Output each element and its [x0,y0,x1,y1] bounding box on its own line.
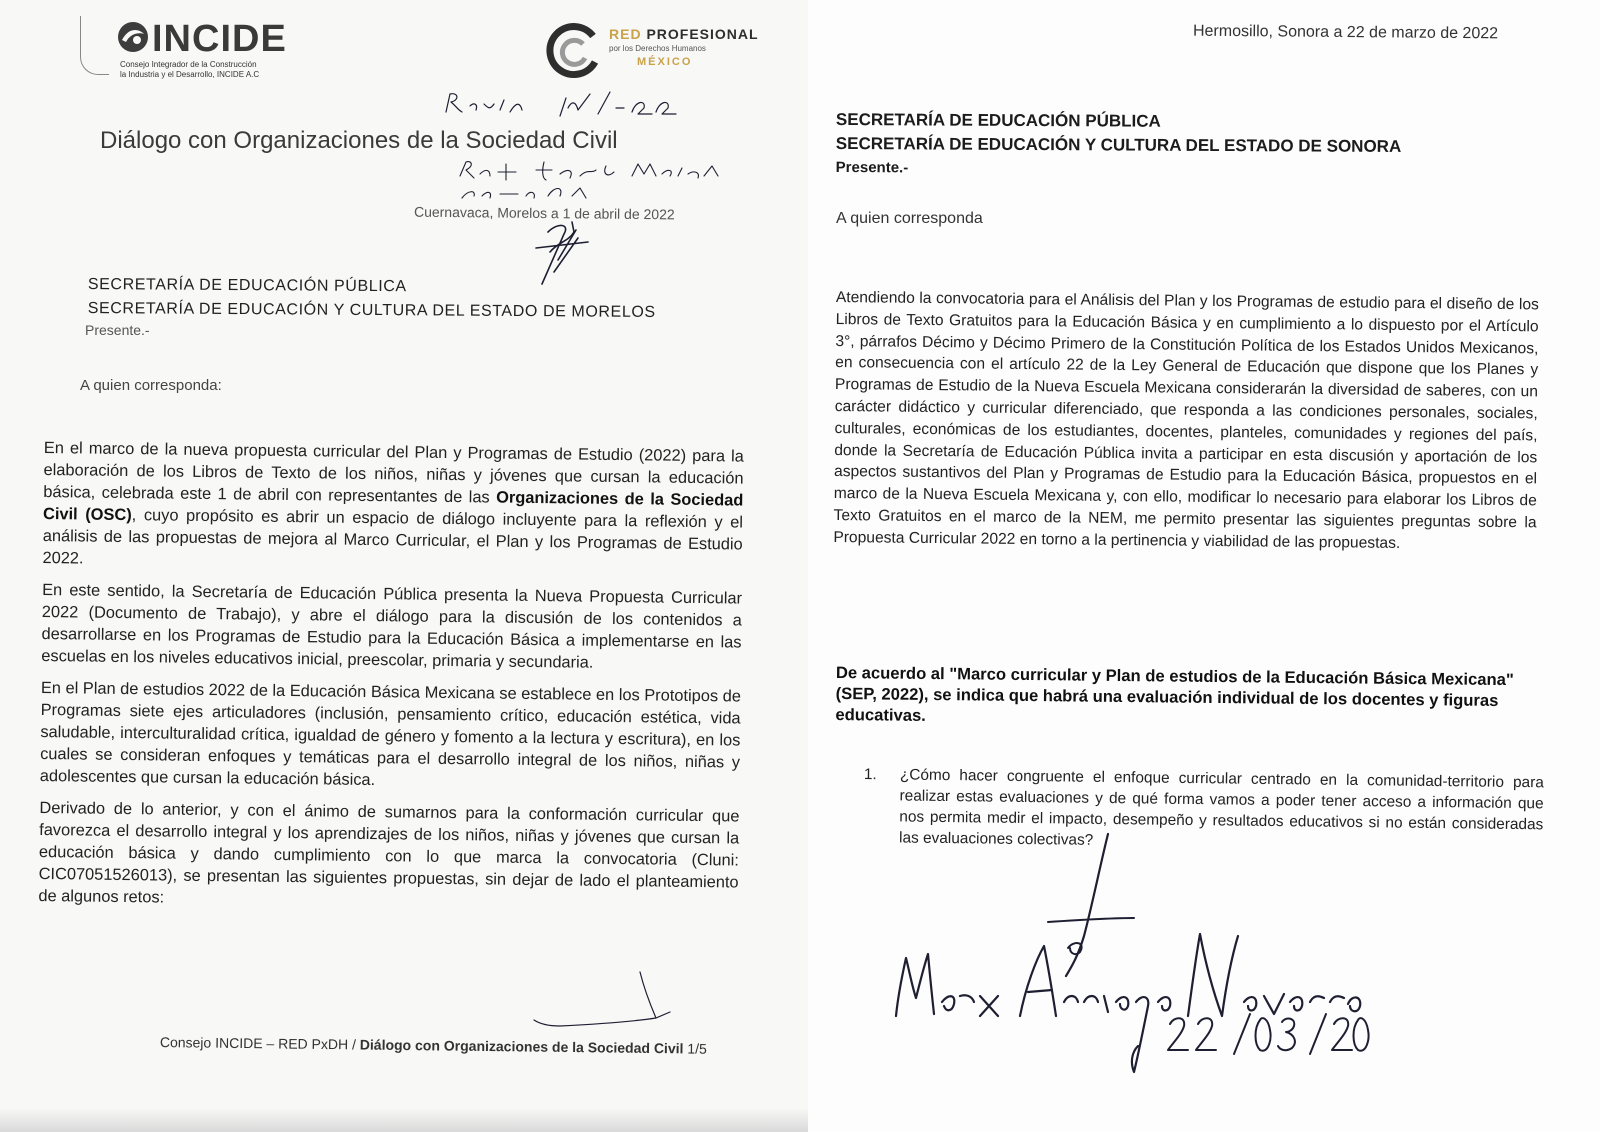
left-paragraph-text: Derivado de lo anterior, y con el ánimo de sumarnos para la conformación curricular que favorezca el desarrollo integral y los aprendizajes de los niños, niñas y jóvenes que cursan la educación básica y dando cumplimiento con lo que marca la convocatoria (Cluni: CIC07051526013), se presentan las siguientes propuestas, sin dejar de lado el planteamiento de algunos retos: [38,798,740,907]
incide-subtitle-line1: Consejo Integrador de la Construcción [120,60,257,69]
incide-logo [80,14,330,84]
red-logo-line3: MÉXICO [637,56,693,68]
right-question-heading: De acuerdo al "Marco curricular y Plan de estudios de la Educación Básica Mexicana" (SEP, 2022), se indica que habrá una evaluación individual de los docentes y figuras educativas. [835,662,1514,725]
red-profesional-logo [545,18,775,78]
left-paragraph-bold: Organizaciones de la Sociedad Civil (OSC) [42,488,744,525]
left-presente: Presente.- [85,322,150,338]
left-paragraph [41,579,742,676]
left-paragraph-text: En este sentido, la Secretaría de Educación Pública presenta la Nueva Propuesta Curricular 2022 (Documento de Trabajo), y abre el diálogo para la discusión de los contenidos a desarrollarse en los Programas de Estudio para la Educación Básica a implementarse en las escuelas en los niveles educativos inicial, preescolar, primaria y secundaria. [41,580,743,672]
left-recipient-block [88,273,656,325]
left-greeting: A quien corresponda: [80,377,222,394]
red-profesional-logo-mark-icon [545,22,603,80]
left-page-title: Diálogo con Organizaciones de la Sociedad Civil [100,127,618,154]
question-number: 1. [863,765,877,784]
left-footer-page-number: 1/5 [683,1040,707,1057]
left-paragraph-text: En el Plan de estudios 2022 de la Educación Básica Mexicana se establece en los Prototipos de Programas siete ejes articuladores (inclusión, pensamiento crítico, educación estética, vida saludable, interculturalidad crítica, igualdad de género y fomento a la lectura y escritura), en los cuales se consideran enfoques y temáticas para el desarrollo integral de los niños, niñas y adolescentes que cursan la educación básica. [39,678,741,790]
right-place-date: Hermosillo, Sonora a 22 de marzo de 2022 [1192,22,1499,43]
left-paragraph-text: En el marco de la nueva propuesta curricular del Plan y Programas de Estudio (2022) para la elaboración de los Libros de Texto de los niños, niñas y jóvenes que cursan la educación básica, celebrada este 1 de abril con representantes de las [43,438,744,507]
incide-subtitle [120,60,340,80]
right-recipient-block [836,108,1402,183]
red-logo-line2: por los Derechos Humanos [609,44,706,53]
left-place-date: Cuernavaca, Morelos a 1 de abril de 2022 [413,203,675,223]
right-recipient-line: SECRETARÍA DE EDUCACIÓN Y CULTURA DEL ESTADO DE SONORA [835,133,1402,156]
right-recipient-line: SECRETARÍA DE EDUCACIÓN PÚBLICA [835,109,1161,131]
left-paragraph [42,437,744,578]
handwritten-received-note [440,86,680,126]
left-paragraph-text: , cuyo propósito es abrir un espacio de diálogo incluyente para la reflexión y el análisis de las propuestas de mejora al Marco Curricular, el Plan y los Programas de Estudio 2022. [42,506,744,568]
left-paragraph [38,797,739,916]
left-footer-org: Consejo INCIDE – RED PxDH / [159,1034,360,1053]
questions-list [863,764,1544,856]
incide-subtitle-line2: la Industria y el Desarrollo, INCIDE A.C [120,70,260,79]
left-recipient-line: SECRETARÍA DE EDUCACIÓN PÚBLICA [87,275,407,296]
left-paragraph [40,677,741,796]
handwritten-names [456,156,736,206]
footer-signature-scribble [520,968,680,1038]
red-logo-profesional: PROFESIONAL [646,26,759,42]
question-item [863,764,1544,856]
red-logo-accent: RED [609,26,642,42]
left-recipient-line: SECRETARÍA DE EDUCACIÓN Y CULTURA DEL ESTADO DE MORELOS [87,299,656,321]
question-text: ¿Cómo hacer congruente el enfoque curricular centrado en la comunidad-territorio para realizar estas evaluaciones y de qué forma vamos a poder tener acceso a información que nos permita medir el impacto, desempeño y resultados educativos si no están consideradas las evaluaciones colectivas? [898,766,1544,849]
red-logo-line1 [609,26,759,42]
incide-logo-mark-icon [116,20,150,54]
right-greeting: A quien corresponda [836,210,983,227]
handwritten-date [1164,1010,1384,1060]
right-presente: Presente.- [835,158,909,177]
left-footer-title: Diálogo con Organizaciones de la Sociedad Civil [359,1036,684,1057]
handwritten-signature [888,826,1368,1076]
left-footer [160,1034,740,1057]
incide-bracket-mark [80,16,109,75]
right-body-paragraph: Atendiendo la convocatoria para el Análisis del Plan y los Programas de estudio para el diseño de los Libros de Texto Gratuitos para la Educación Básica y en cumplimiento a lo dispuesto por el Artículo 3°, párrafos Décimo y Décimo Primero de la Constitución Política de los Estados Unidos Mexicanos, en consecuencia con el artículo 22 de la Ley General de Educación que dispone que los Planes y Programas de Estudio de la Nueva Escuela Mexicana considerarán la diversidad de saberes, con un carácter didáctico y curricular diferenciado, que responda a las condiciones personales, sociales, culturales, económicas de los estudiantes, docentes, planteles, comunidades y regiones del país, donde la Secretaría de Educación Pública invita a participar en esta discusión y aportación de los aspectos sustantivos del Plan y Programas de Estudio para la Educación Básica, propuestos en el marco de la Nueva Escuela Mexicana y, con ello, modificar lo necesario para elaborar los Libros de Texto Gratuitos en el marco de la NEM, me permito presentar las siguientes preguntas sobre la Propuesta Curricular 2022 en torno a la pertinencia y viabilidad de las propuestas. [833,288,1539,552]
right-document-page [808,0,1600,1132]
incide-wordmark: INCIDE [152,18,287,60]
left-body [38,437,744,926]
